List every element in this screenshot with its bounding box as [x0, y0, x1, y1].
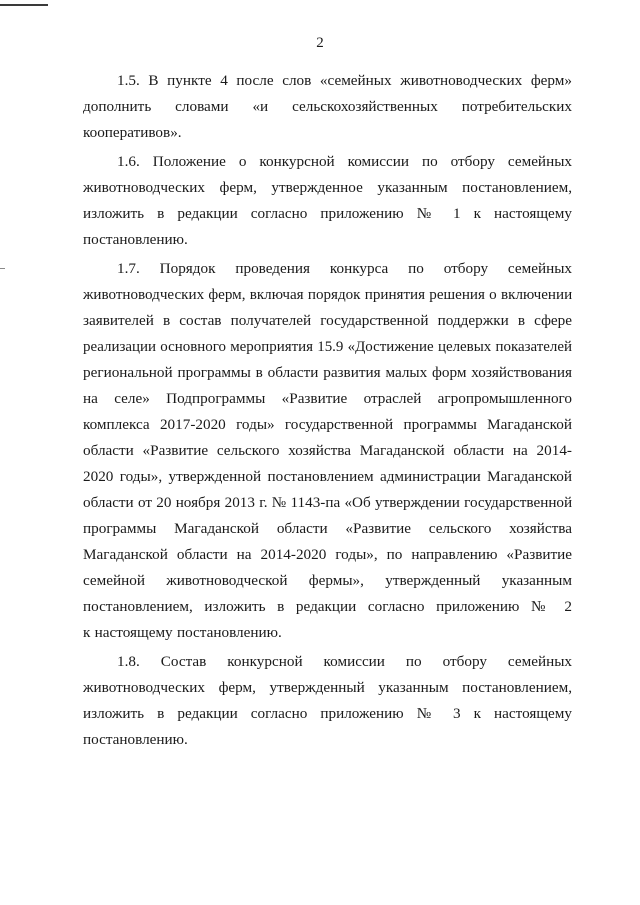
- text-line: области от 20 ноября 2013 г. № 1143-па «Об утверждении государственной: [83, 494, 573, 511]
- text-line: региональной программы в области развития малых форм хозяйствования: [83, 364, 572, 381]
- text-line: 2020 годы», утвержденной постановлением администрации Магаданской: [83, 468, 572, 485]
- text-line: животноводческих ферм, утвержденное указанным постановлением,: [83, 179, 572, 196]
- text-line: постановлению.: [83, 231, 188, 248]
- text-line: животноводческих ферм, включая порядок принятия решения о включении: [83, 287, 573, 303]
- scan-margin-mark: [0, 268, 5, 269]
- text-line: программы Магаданской области «Развитие сельского хозяйства: [83, 520, 572, 537]
- page-number: 2: [316, 35, 324, 51]
- text-line: 1.7. Порядок проведения конкурса по отбору семейных: [117, 260, 572, 277]
- text-line: 1.5. В пункте 4 после слов «семейных животноводческих ферм»: [117, 72, 572, 89]
- text-line: кооперативов».: [83, 124, 182, 141]
- text-line: 1.8. Состав конкурсной комиссии по отбору семейных: [117, 653, 572, 670]
- paragraph-1-7: [83, 256, 572, 646]
- text-line: семейной животноводческой фермы», утвержденный указанным: [83, 572, 572, 589]
- text-line: к настоящему постановлению.: [83, 624, 282, 641]
- paragraph-1-5: [83, 68, 572, 146]
- document-body: [83, 68, 572, 756]
- scan-edge-mark: [0, 4, 48, 6]
- text-line: комплекса 2017-2020 годы» государственной программы Магаданской: [83, 416, 572, 433]
- text-line: 1.6. Положение о конкурсной комиссии по отбору семейных: [117, 153, 572, 170]
- text-line: на селе» Подпрограммы «Развитие отраслей агропромышленного: [83, 390, 572, 407]
- text-line: реализации основного мероприятия 15.9 «Достижение целевых показателей: [83, 339, 572, 355]
- text-line: области «Развитие сельского хозяйства Магаданской области на 2014-: [83, 442, 572, 459]
- paragraph-1-8: [83, 649, 572, 753]
- text-line: дополнить словами «и сельскохозяйственных потребительских: [83, 98, 572, 115]
- text-line: изложить в редакции согласно приложению № 3 к настоящему: [83, 705, 572, 722]
- paragraph-1-6: [83, 149, 572, 253]
- text-line: изложить в редакции согласно приложению № 1 к настоящему: [83, 205, 572, 222]
- text-line: животноводческих ферм, утвержденный указанным постановлением,: [83, 679, 572, 696]
- text-line: Магаданской области на 2014-2020 годы», по направлению «Развитие: [83, 546, 572, 563]
- text-line: заявителей в состав получателей государственной поддержки в сфере: [83, 312, 572, 329]
- text-line: постановлением, изложить в редакции согласно приложению № 2: [83, 598, 572, 615]
- text-line: постановлению.: [83, 731, 188, 748]
